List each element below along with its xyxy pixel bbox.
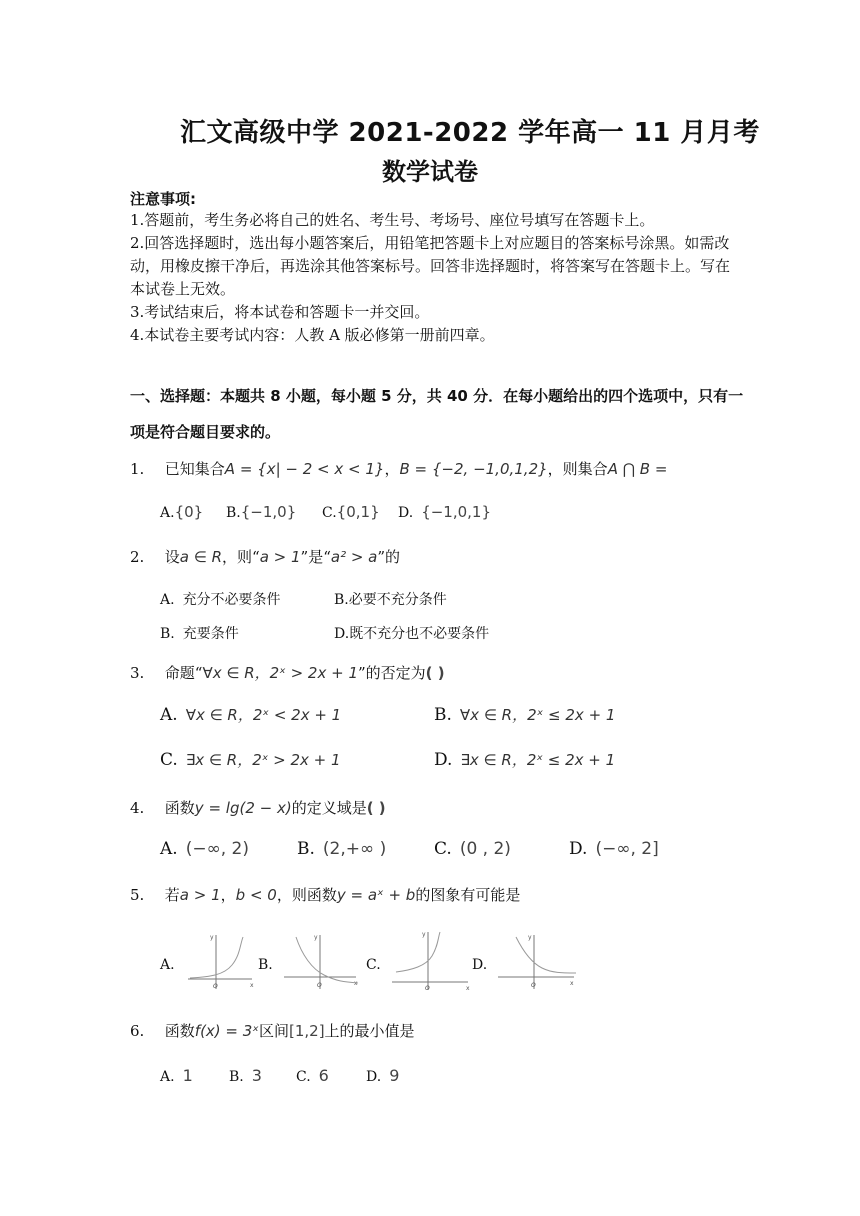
option-a[interactable] (160, 839, 249, 859)
question-stem: 上的最小值是 (324, 1022, 415, 1040)
notes-heading: 注意事项: (130, 190, 196, 208)
question-stem: 设 (164, 548, 180, 566)
option-value: 1 (182, 1066, 193, 1085)
option-a-graph[interactable] (186, 931, 256, 991)
option-c-graph[interactable] (390, 928, 472, 992)
question-stem: 命题“ (164, 664, 203, 682)
option-label: A. (160, 592, 175, 608)
axis-y-label: y (422, 931, 426, 938)
question-stem: ”的 (377, 548, 401, 566)
question-number: 6. (130, 1022, 145, 1040)
origin-label: O (425, 985, 430, 992)
question-stem: ”的否定为 (358, 664, 426, 682)
option-label: C. (322, 505, 337, 521)
option-b[interactable] (258, 957, 273, 973)
option-value: ∀x ∈ R，2ˣ ≤ 2x + 1 (459, 706, 616, 724)
option-value: 9 (389, 1066, 400, 1085)
math-function: y = lg(2 − x) (194, 799, 292, 817)
question-6 (130, 1020, 415, 1041)
note-line: 1.答题前，考生务必将自己的姓名、考生号、考场号、座位号填写在答题卡上。 (130, 211, 655, 229)
option-label: A. (160, 839, 178, 859)
question-stem: ，则“ (222, 548, 260, 566)
math-set-a: A = {x| − 2 < x < 1} (224, 460, 385, 478)
question-stem: 的定义域是 (291, 799, 367, 817)
axis-y-label: y (314, 934, 318, 941)
option-b[interactable] (434, 704, 615, 725)
option-label: A. (160, 705, 178, 725)
question-2 (130, 546, 400, 567)
option-value: ∀x ∈ R，2ˣ < 2x + 1 (185, 706, 342, 724)
option-value: 6 (318, 1066, 329, 1085)
question-number: 1. (130, 460, 145, 478)
math-a-squared: a² > a (330, 548, 378, 566)
option-label: B. (160, 626, 175, 642)
option-a[interactable] (160, 589, 281, 609)
axis-x-label: x (250, 982, 254, 989)
question-number: 2. (130, 548, 145, 566)
option-value: 充要条件 (182, 626, 239, 642)
option-d[interactable] (398, 503, 491, 521)
curve (396, 932, 440, 972)
option-c[interactable] (322, 503, 380, 521)
option-d[interactable] (569, 839, 659, 859)
option-d[interactable] (366, 1066, 399, 1085)
curve (296, 937, 358, 983)
origin-label: O (531, 982, 536, 989)
question-stem: ，则函数 (276, 886, 337, 904)
question-5 (130, 884, 520, 905)
axis-x-label: x (570, 980, 574, 987)
math-proposition: ∀x ∈ R，2ˣ > 2x + 1 (202, 664, 358, 682)
option-b[interactable] (334, 589, 447, 609)
math-a-in-r: a ∈ R (179, 548, 223, 566)
axis-x-label: x (466, 985, 470, 992)
option-label: B. (226, 505, 241, 521)
option-label: B. (229, 1069, 244, 1085)
option-value: {−1,0} (240, 503, 297, 521)
option-value: 充分不必要条件 (182, 592, 281, 608)
option-value: ∃x ∈ R，2ˣ ≤ 2x + 1 (460, 751, 616, 769)
option-value: (0 , 2) (459, 839, 511, 859)
option-label: B. (258, 957, 273, 973)
axis-y-label: y (210, 934, 214, 941)
option-label: D. (569, 839, 588, 859)
question-stem: 函数 (164, 1022, 195, 1040)
question-stem: 区间 (258, 1022, 289, 1040)
option-value: {0,1} (336, 503, 380, 521)
note-line: 2.回答选择题时，选出每小题答案后，用铅笔把答题卡上对应题目的答案标号涂黑。如需改 (130, 234, 730, 252)
option-d[interactable] (434, 749, 615, 770)
math-a-gt-1: a > 1 (259, 548, 301, 566)
option-value: (−∞, 2] (595, 839, 659, 859)
option-label: A. (160, 1069, 175, 1085)
option-label: C. (160, 750, 178, 770)
option-b[interactable] (229, 1066, 262, 1085)
question-1 (130, 458, 667, 479)
axis-y-label: y (528, 934, 532, 941)
option-label: C. (434, 839, 452, 859)
math-intersection: A ⋂ B = (607, 460, 668, 478)
question-stem: 已知集合 (164, 460, 225, 478)
option-label: A. (160, 957, 175, 973)
question-stem: 的图象有可能是 (415, 886, 521, 904)
note-line: 4.本试卷主要考试内容：人教 A 版必修第一册前四章。 (130, 326, 495, 344)
question-3 (130, 662, 445, 683)
option-c[interactable] (160, 749, 341, 770)
question-stem: ”是“ (300, 548, 331, 566)
option-a[interactable] (160, 704, 341, 725)
question-stem: ，则集合 (547, 460, 608, 478)
option-value: ∃x ∈ R，2ˣ > 2x + 1 (185, 751, 341, 769)
option-a[interactable] (160, 1066, 193, 1085)
separator: ， (220, 886, 236, 904)
option-label: D. (398, 505, 414, 521)
math-b-lt-0: b < 0 (235, 886, 277, 904)
question-stem: 若 (164, 886, 180, 904)
option-c[interactable] (366, 957, 381, 973)
axis-x-label: x (354, 980, 358, 987)
option-value: (2,+∞ ) (322, 839, 387, 859)
option-label: A. (160, 505, 175, 521)
option-c[interactable] (434, 839, 511, 859)
option-label: B. (297, 839, 315, 859)
option-a[interactable] (160, 957, 175, 973)
option-label: B. (434, 705, 452, 725)
option-b[interactable] (226, 503, 296, 521)
answer-blank: ( ) (366, 799, 386, 817)
math-function: f(x) = 3ˣ (194, 1022, 259, 1040)
section-heading-cont: 项是符合题目要求的。 (130, 423, 281, 441)
option-b-graph[interactable] (282, 931, 360, 991)
question-stem: 函数 (164, 799, 195, 817)
option-label: D. (366, 1069, 382, 1085)
curve (516, 937, 576, 973)
math-function: y = aˣ + b (336, 886, 416, 904)
question-number: 4. (130, 799, 145, 817)
question-number: 5. (130, 886, 145, 904)
option-c[interactable] (160, 623, 239, 643)
separator: ， (384, 460, 400, 478)
option-value: (−∞, 2) (185, 839, 249, 859)
math-interval: [1,2] (288, 1022, 325, 1040)
option-label: D. (472, 957, 488, 973)
exam-title: 汇文高级中学 2021-2022 学年高一 11 月月考 (180, 118, 760, 148)
option-label: D. (434, 750, 453, 770)
note-line: 本试卷上无效。 (130, 280, 236, 298)
option-label: C. (366, 957, 381, 973)
option-label: D. (334, 626, 350, 642)
option-value: 3 (251, 1066, 262, 1085)
option-d[interactable] (334, 623, 489, 643)
note-line: 3.考试结束后，将本试卷和答题卡一并交回。 (130, 303, 430, 321)
option-value: 必要不充分条件 (348, 592, 447, 608)
math-set-b: B = {−2, −1,0,1,2} (399, 460, 548, 478)
option-label: C. (296, 1069, 311, 1085)
note-line: 动，用橡皮擦干净后，再选涂其他答案标号。回答非选择题时，将答案写在答题卡上。写在 (130, 257, 731, 275)
math-a-gt-1: a > 1 (179, 886, 221, 904)
answer-blank: ( ) (425, 664, 445, 682)
option-d[interactable] (472, 957, 487, 973)
question-4 (130, 797, 386, 818)
option-value: {−1,0,1} (421, 503, 492, 521)
option-label: B. (334, 592, 349, 608)
option-c[interactable] (296, 1066, 329, 1085)
option-b[interactable] (297, 839, 386, 859)
origin-label: O (317, 982, 322, 989)
option-d-graph[interactable] (496, 931, 578, 991)
exam-subtitle: 数学试卷 (382, 158, 478, 186)
option-value: {0} (174, 503, 204, 521)
question-number: 3. (130, 664, 145, 682)
option-value: 既不充分也不必要条件 (349, 626, 490, 642)
section-heading: 一、选择题：本题共 8 小题，每小题 5 分，共 40 分．在每小题给出的四个选项中，只有一 (130, 387, 744, 405)
option-a[interactable] (160, 503, 203, 521)
origin-label: O (213, 983, 218, 990)
